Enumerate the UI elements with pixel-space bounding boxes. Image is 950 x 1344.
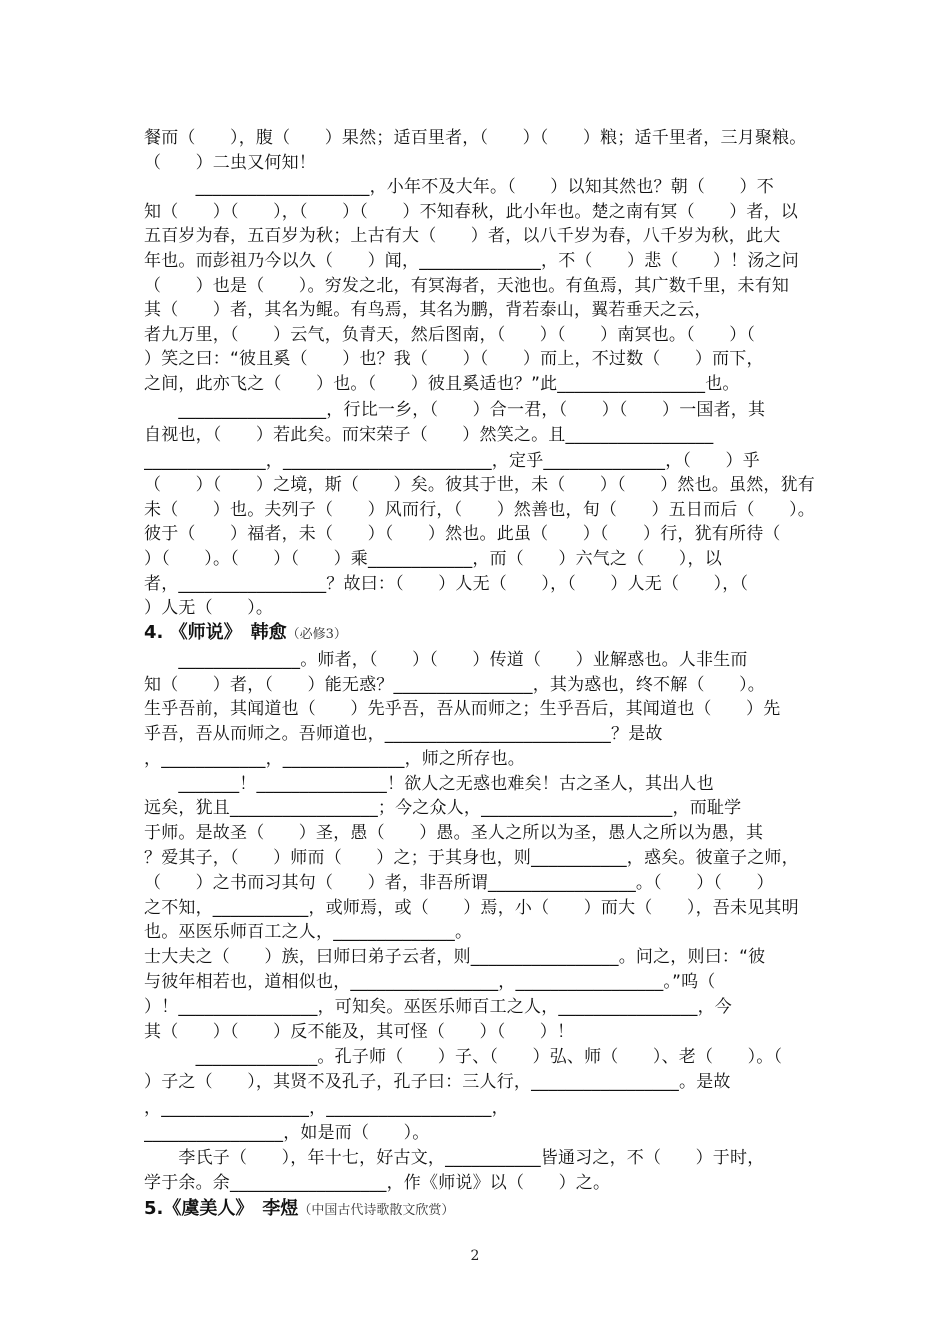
- text-line: 自视也，（ ）若此矣。而宋荣子（ ）然笑之。且_________________: [144, 425, 714, 445]
- text-line: ，____________，______________，师之所存也。: [144, 749, 525, 769]
- text-line: 乎吾，吾从而师之。吾师道也，__________________________？是故: [144, 724, 663, 744]
- text-line: 知（ ）（ ），（ ）（ ）不知春秋，此小年也。楚之南有冥（ ）者，以: [144, 202, 798, 222]
- text-line: 于师。是故圣（ ）圣，愚（ ）愚。圣人之所以为圣，愚人之所以为愚，其: [144, 823, 764, 843]
- text-line: 其（ ）者，其名为鲲。有鸟焉，其名为鹏，背若泰山，翼若垂天之云，: [144, 300, 712, 320]
- text-line: 知（ ）者，（ ）能无惑？________________，其为惑也，终不解（ ）。: [144, 675, 765, 695]
- text-line: ）笑之曰：“彼且奚（ ）也？我（ ）（ ）而上，不过数（ ）而下，: [144, 349, 764, 369]
- text-line: 餐而（ ），腹（ ）果然；适百里者，（ ）（ ）粮；适千里者，三月聚粮。: [144, 128, 807, 148]
- text-line: （ ）之书而习其句（ ）者，非吾所谓_________________。（ ）（ ）: [144, 873, 774, 893]
- section-heading-title: 5.《虞美人》 李煜: [144, 1198, 299, 1219]
- text-line: 五百岁为春，五百岁为秋；上古有大（ ）者，以八千岁为春，八千岁为秋，此大: [144, 226, 781, 246]
- section-heading-note: （必修3）: [286, 627, 347, 642]
- text-line: ______________，________________________，定乎______________，（ ）乎: [144, 451, 760, 471]
- text-line: 其（ ）（ ）反不能及，其可怪（ ）（ ）！: [144, 1022, 575, 1042]
- text-line: ）！________________，可知矣。巫医乐师百工之人，________________，今: [144, 997, 732, 1017]
- section-heading-yumeiren: [144, 1196, 454, 1224]
- text-line: ______________。师者，（ ）（ ）传道（ ）业解惑也。人非生而: [144, 650, 748, 670]
- section-heading-shishuo: [144, 620, 347, 648]
- text-line: _______！_______________！欲人之无惑也难矣！古之圣人，其出人也: [144, 774, 714, 794]
- text-line: 之不知，___________，或师焉，或（ ）焉，小（ ）而大（ ），吾未见其明: [144, 898, 799, 918]
- text-line: ？爱其子，（ ）师而（ ）之；于其身也，则___________，惑矣。彼童子之师，: [144, 848, 799, 868]
- text-line: 学于余。余__________________，作《师说》以（ ）之。: [144, 1173, 611, 1193]
- text-line: 未（ ）也。夫列子（ ）风而行，（ ）然善也，旬（ ）五日而后（ ）。: [144, 500, 815, 520]
- text-line: 李氏子（ ），年十七，好古文，___________皆通习之，不（ ）于时，: [144, 1148, 765, 1168]
- text-line: _________________，行比一乡，（ ）合一君，（ ）（ ）一国者，其: [144, 400, 766, 420]
- text-line: 远矣，犹且_________________；今之众人，______________________，而耻学: [144, 798, 742, 818]
- text-line: 者，_________________？故曰：（ ）人无（ ），（ ）人无（ ），（: [144, 574, 749, 594]
- text-line: ）人无（ ）。: [144, 598, 274, 618]
- text-line: ________________，如是而（ ）。: [144, 1123, 430, 1143]
- section-heading-title: 4. 《师说》 韩愈: [144, 622, 287, 643]
- text-line: ______________。孔子师（ ）子、（ ）弘、师（ ）、老（ ）。（: [144, 1047, 783, 1067]
- section-heading-note: （中国古代诗歌散文欣赏）: [298, 1203, 455, 1218]
- text-line: 年也。而彭祖乃今以久（ ）闻，______________，不（ ）悲（ ）！汤之问: [144, 251, 799, 271]
- text-line: （ ）也是（ ）。穷发之北，有冥海者，天池也。有鱼焉，其广数千里，未有知: [144, 276, 790, 296]
- text-line: 之间，此亦飞之（ ）也。（ ）彼且奚适也？”此_________________也。: [144, 374, 740, 394]
- text-line: ）（ ）。（ ）（ ）乘____________，而（ ）六气之（ ），以: [144, 549, 722, 569]
- text-line: 生乎吾前，其闻道也（ ）先乎吾，吾从而师之；生乎吾后，其闻道也（ ）先: [144, 699, 781, 719]
- text-line: 士大夫之（ ）族，曰师曰弟子云者，则_________________。问之，则曰：“彼: [144, 947, 766, 967]
- text-line: ____________________，小年不及大年。（ ）以知其然也？朝（ ）不: [144, 177, 774, 197]
- page-number: 2: [470, 1248, 480, 1264]
- text-line: （ ）（ ）之境，斯（ ）矣。彼其于世，未（ ）（ ）然也。虽然，犹有: [144, 475, 815, 495]
- text-line: （ ）二虫又何知！: [144, 153, 316, 173]
- text-line: 者九万里，（ ）云气，负青天，然后图南，（ ）（ ）南冥也。（ ）（: [144, 325, 756, 345]
- text-line: 彼于（ ）福者，未（ ）（ ）然也。此虽（ ）（ ）行，犹有所待（: [144, 524, 781, 544]
- text-line: ）子之（ ），其贤不及孔子，孔子曰：三人行，_________________。是故: [144, 1072, 731, 1092]
- text-line: 也。巫医乐师百工之人，______________。: [144, 922, 473, 942]
- text-line: 与彼年相若也，道相似也，_________________，_________________。”呜（: [144, 972, 716, 992]
- text-line: ，_________________，___________________，: [144, 1098, 509, 1118]
